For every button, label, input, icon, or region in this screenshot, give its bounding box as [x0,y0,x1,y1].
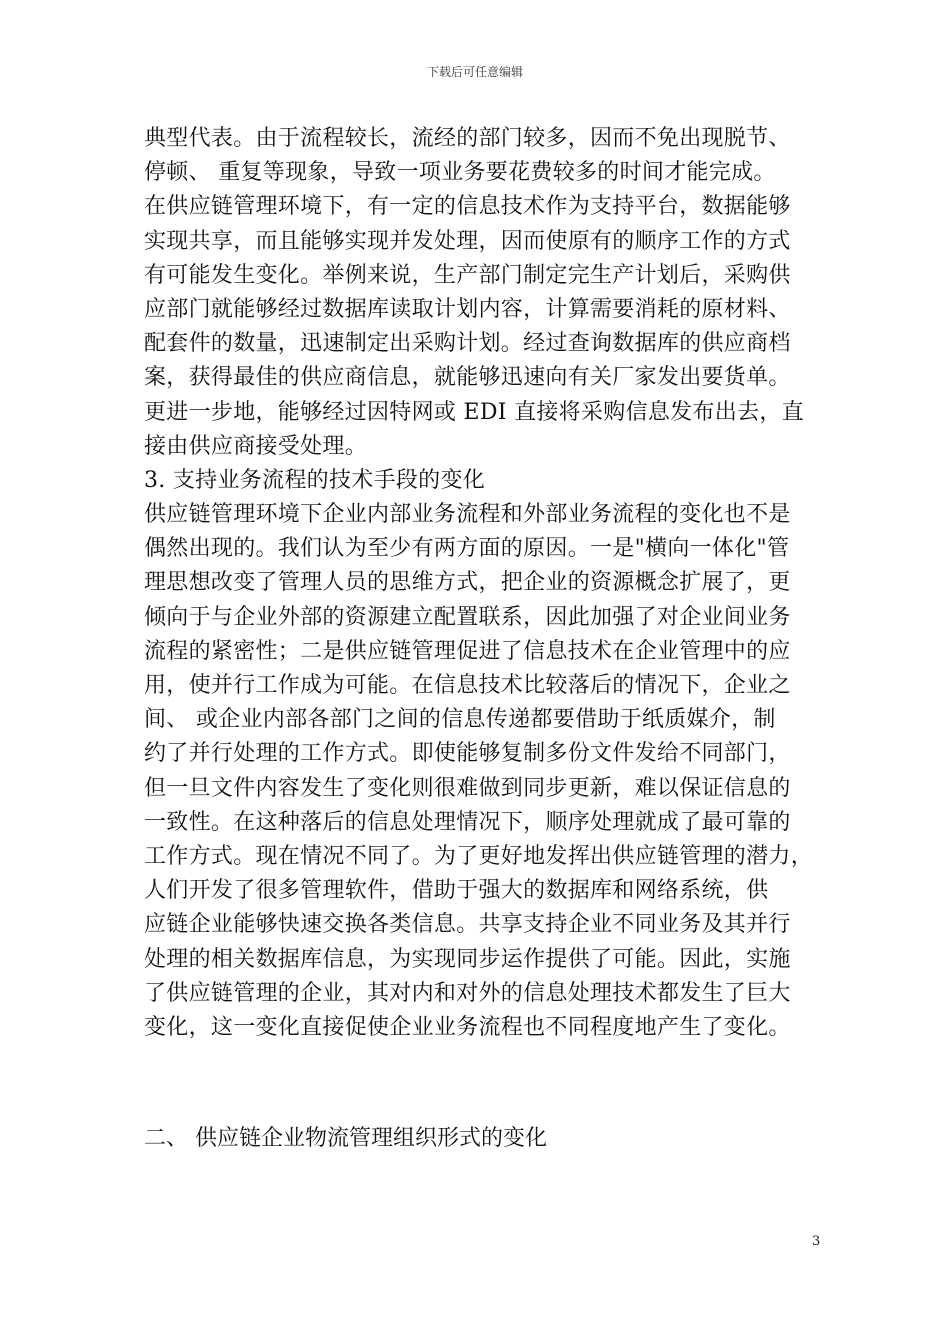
text-line: 配套件的数量，迅速制定出采购计划。经过查询数据库的供应商档 [144,331,791,357]
text-line: 更进一步地，能够经过因特网或 EDI 直接将采购信息发布出去，直 [144,399,804,425]
text-line: 但一旦文件内容发生了变化则很难做到同步更新，难以保证信息的 [144,775,791,801]
text-line: 流程的紧密性；二是供应链管理促进了信息技术在企业管理中的应 [144,638,791,664]
text-line: 供应链管理环境下企业内部业务流程和外部业务流程的变化也不是 [144,502,791,528]
text-line: 一致性。在这种落后的信息处理情况下，顺序处理就成了最可靠的 [144,809,791,835]
text-line: 接由供应商接受处理。 [144,433,368,459]
text-line: 案，获得最佳的供应商信息，就能够迅速向有关厂家发出要货单。 [144,365,791,391]
text-line: 用，使并行工作成为可能。在信息技术比较落后的情况下，企业之 [144,673,791,698]
text-line: 理思想改变了管理人员的思维方式，把企业的资源概念扩展了，更 [144,570,791,596]
page-number: 3 [812,1234,821,1249]
text-line: 人们开发了很多管理软件，借助于强大的数据库和网络系统，供 [144,878,769,904]
text-line: 应部门就能够经过数据库读取计划内容，计算需要消耗的原材料、 [144,296,791,322]
text-line: 了供应链管理的企业，其对内和对外的信息处理技术都发生了巨大 [144,980,791,1006]
text-line: 工作方式。现在情况不同了。为了更好地发挥出供应链管理的潜力， [144,843,814,869]
text-line: 间、 或企业内部各部门之间的信息传递都要借助于纸质媒介，制 [144,707,776,733]
text-line: 变化，这一变化直接促使企业业务流程也不同程度地产生了变化。 [144,1014,791,1040]
text-line: 处理的相关数据库信息，为实现同步运作提供了可能。因此，实施 [144,946,791,972]
text-line: 应链企业能够快速交换各类信息。共享支持企业不同业务及其并行 [144,912,791,938]
text-line: 有可能发生变化。举例来说，生产部门制定完生产计划后，采购供 [144,262,791,288]
text-line: 停顿、 重复等现象，导致一项业务要花费较多的时间才能完成。 [144,160,776,186]
text-line: 典型代表。由于流程较长，流经的部门较多，因而不免出现脱节、 [144,126,791,151]
text-line: 倾向于与企业外部的资源建立配置联系，因此加强了对企业间业务 [144,604,791,630]
text-line: 实现共享，而且能够实现并发处理，因而使原有的顺序工作的方式 [144,228,791,254]
text-line: 约了并行处理的工作方式。即使能够复制多份文件发给不同部门， [144,741,791,767]
subsection-heading: 3. 支持业务流程的技术手段的变化 [144,467,486,493]
page-header: 下载后可任意编辑 [426,65,523,79]
text-line: 偶然出现的。我们认为至少有两方面的原因。一是"横向一体化"管 [144,536,790,562]
body-text [144,122,824,1045]
section-heading: 二、 供应链企业物流管理组织形式的变化 [144,1126,547,1151]
text-line: 在供应链管理环境下，有一定的信息技术作为支持平台，数据能够 [144,194,791,220]
